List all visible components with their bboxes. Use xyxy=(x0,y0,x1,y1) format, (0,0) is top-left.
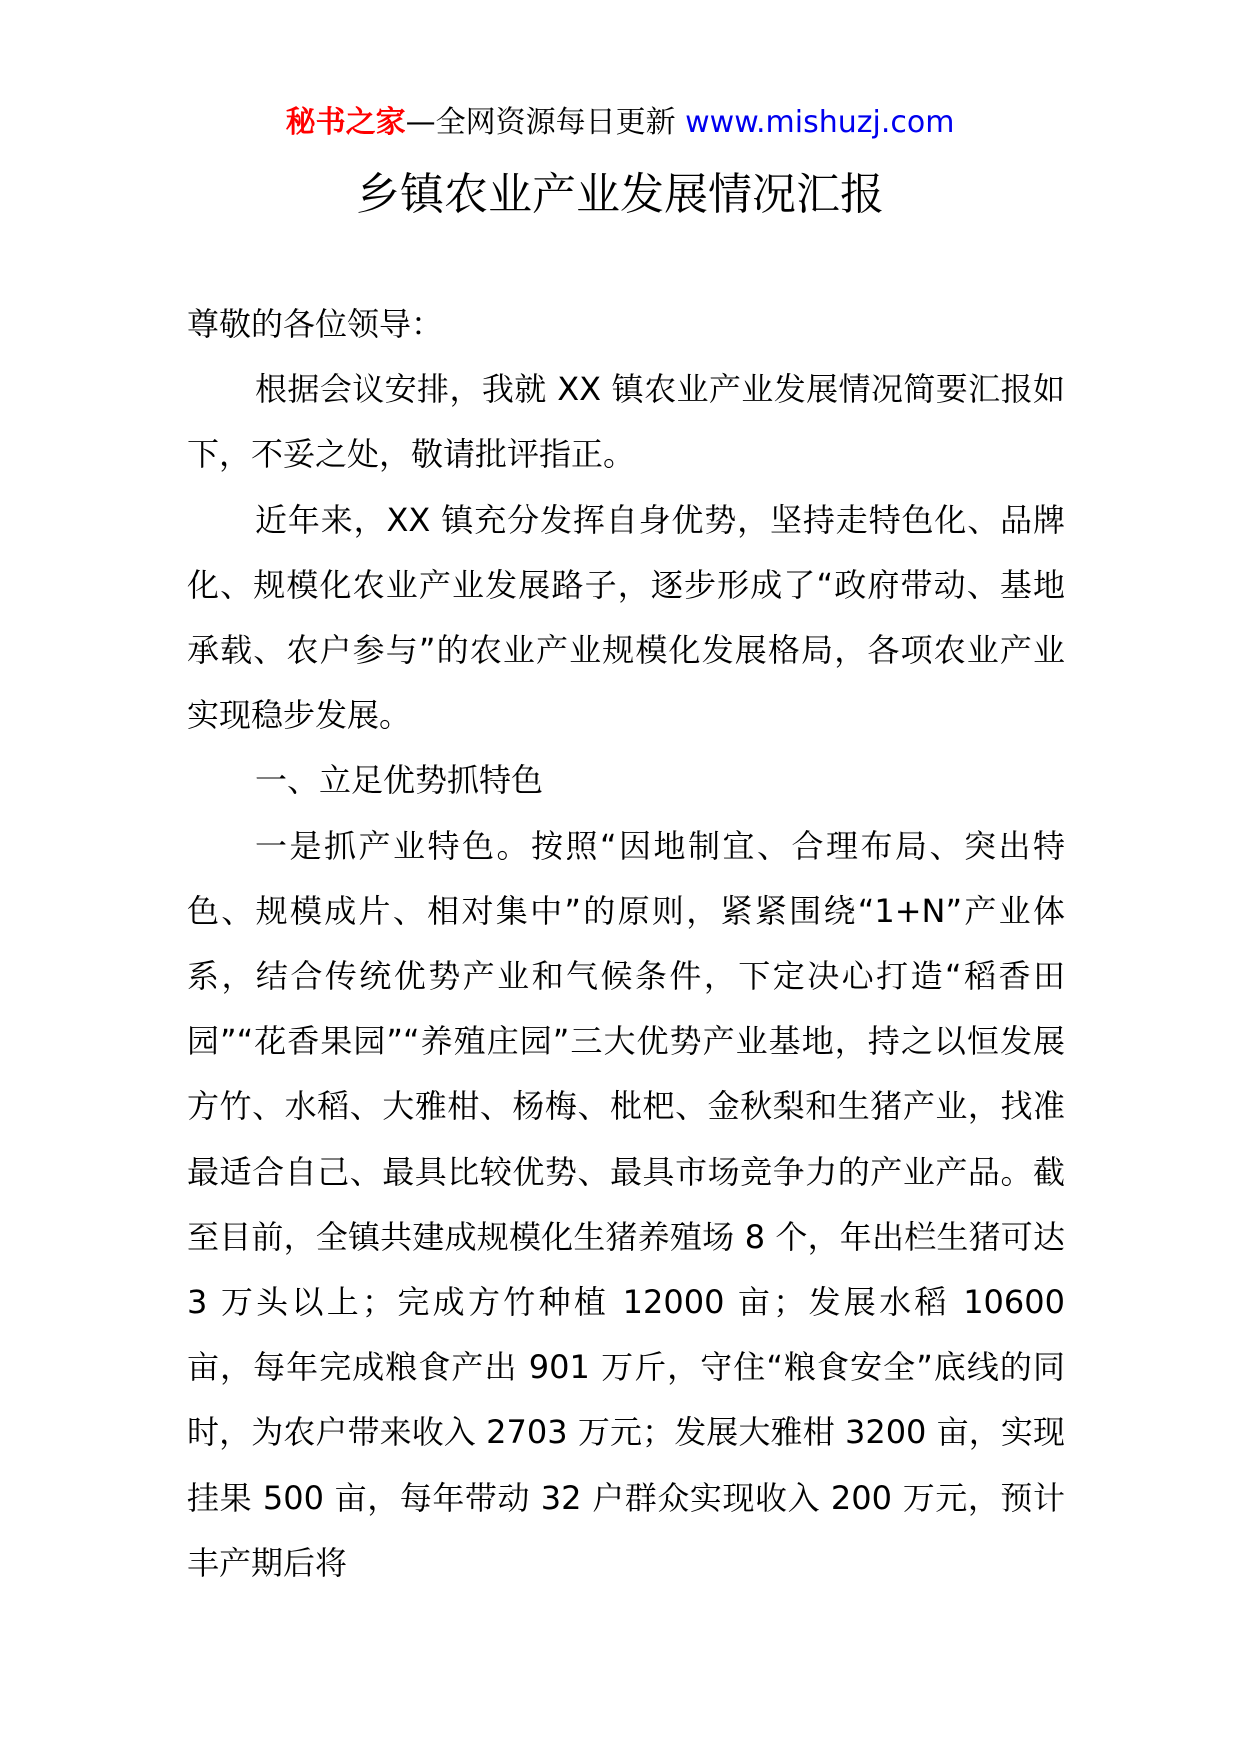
salutation: 尊敬的各位领导： xyxy=(187,305,444,343)
paragraph-industry-features: 一是抓产业特色。按照“因地制宜、合理布局、突出特色、规模成片、相对集中”的原则，紧紧围绕“1+N”产业体系，结合传统优势产业和气候条件，下定决心打造“稻香田园”“花香果园”“养殖庄园”三大优势产业基地，持之以恒发展方竹、水稻、大雅柑、杨梅、枇杷、金秋梨和生猪产业，找准最适合自己、最具比较优势、最具市场竞争力的产业产品。截至目前，全镇共建成规模化生猪养殖场 8 个，年出栏生猪可达 3 万头以上；完成方竹种植 12000 亩；发展水稻 10600 亩，每年完成粮食产出 901 万斤，守住“粮食安全”底线的同时，为农户带来收入 2703 万元；发展大雅柑 3200 亩，实现挂果 500 亩，每年带动 32 户群众实现收入 200 万元，预计丰产期后将 xyxy=(187,826,1065,1582)
document-title: 乡镇农业产业发展情况汇报 xyxy=(356,169,884,220)
banner-tagline: —全网资源每日更新 xyxy=(405,105,676,140)
document-body xyxy=(187,292,1065,1596)
paragraph-overview: 近年来，XX 镇充分发挥自身优势，坚持走特色化、品牌化、规模化农业产业发展路子，逐步形成了“政府带动、基地承载、农户参与”的农业产业规模化发展格局，各项农业产业实现稳步发展。 xyxy=(187,500,1065,735)
site-banner xyxy=(0,100,1240,146)
brand-name: 秘书之家 xyxy=(285,105,406,140)
site-url-link[interactable]: www.mishuzj.com xyxy=(685,105,955,140)
section-heading-1: 一、立足优势抓特色 xyxy=(255,761,544,800)
paragraph-intro: 根据会议安排，我就 XX 镇农业产业发展情况简要汇报如下，不妥之处，敬请批评指正。 xyxy=(187,370,1065,474)
